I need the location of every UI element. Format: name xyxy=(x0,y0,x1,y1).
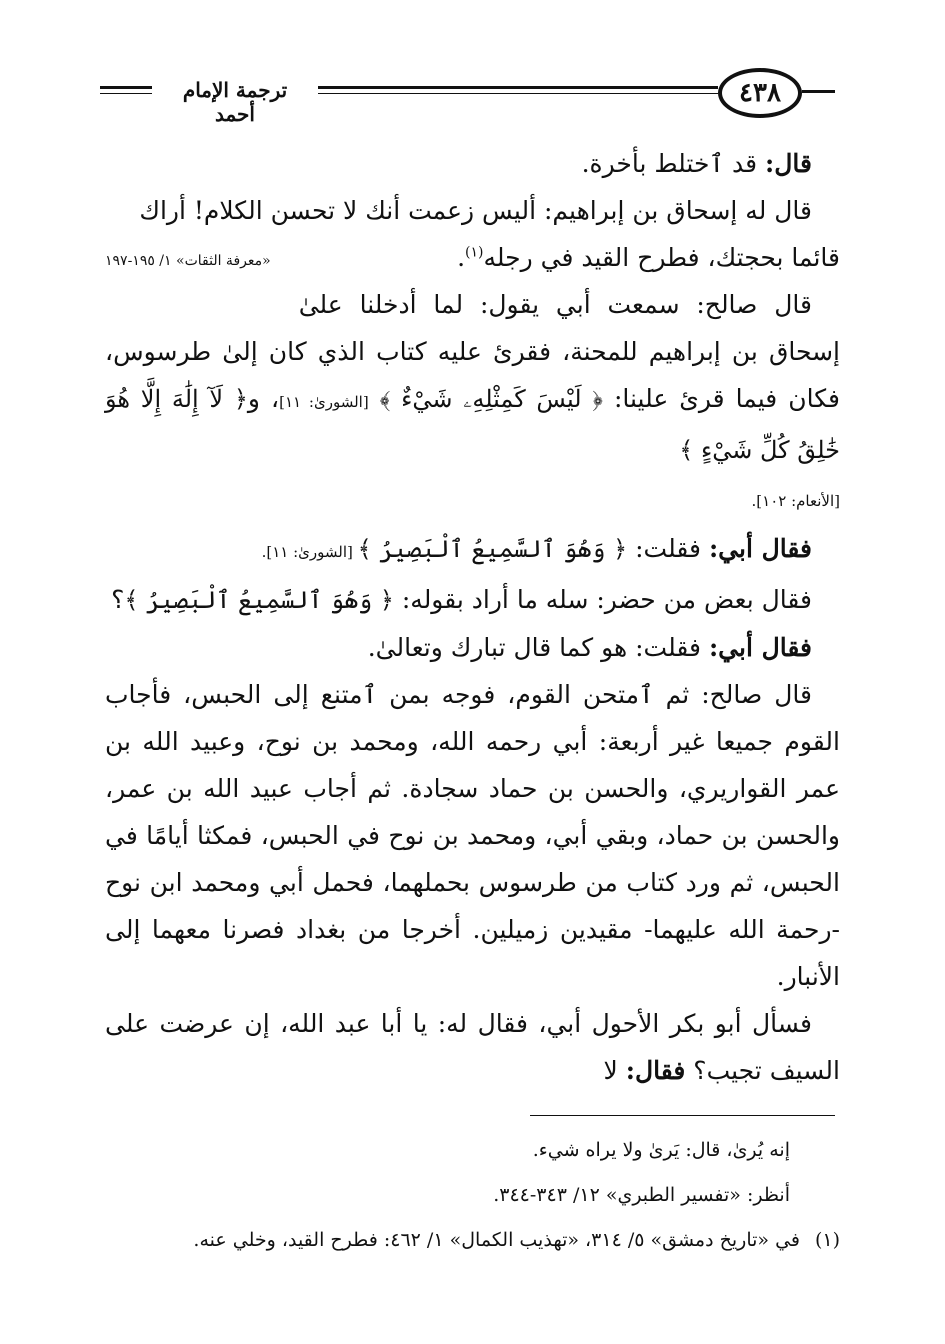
speaker-label: فقال أبي: xyxy=(708,633,812,662)
speaker-label: قال: xyxy=(765,149,812,178)
paragraph-text: فقال بعض من حضر: سله ما أراد بقوله: xyxy=(393,585,812,614)
quran-verse: ﴿ وَهُوَ ٱلسَّمِيعُ ٱلْبَصِيرُ ﴾ xyxy=(357,535,628,563)
speaker-label: فقال: xyxy=(625,1056,686,1085)
speaker-label: فقال أبي: xyxy=(708,534,812,563)
quran-verse: ﴿ وَهُوَ ٱلسَّمِيعُ ٱلْبَصِيرُ ﴾ xyxy=(124,586,394,614)
running-title: ترجمة الإمام أحمد xyxy=(182,78,288,126)
footnote-continuation: أنظر: «تفسير الطبري» ١٢/ ٣٤٣-٣٤٤. xyxy=(493,1184,790,1206)
quran-verse: ﴿ لَيْسَ كَمِثْلِهِۦ شَيْءٌ ﴾ xyxy=(379,385,603,413)
paragraph-6 xyxy=(105,624,840,671)
quran-verse: ﴿ لَآ إِلَٰهَ إِلَّا هُوَ خَٰلِقُ كُلِّ شَيْءٍ ﴾ xyxy=(105,385,840,464)
paragraph-1 xyxy=(105,140,840,187)
paragraph-text: قال له إسحاق بن إبراهيم: أليس زعمت أنك لا تحسن الكلام! أراك xyxy=(139,196,812,225)
paragraph-text: فقلت: هو كما قال تبارك وتعالىٰ. xyxy=(367,633,709,662)
footnote-continuation: إنه يُرىٰ، قال: يَرىٰ ولا يراه شيء. xyxy=(532,1139,790,1161)
paragraph-7: قال صالح: ثم ٱمتحن القوم، فوجه بمن ٱمتنع إلى الحبس، فأجاب القوم جميعا غير أربعة: أبي رحمه الله، ومحمد بن نوح، وعبيد الله بن عمر القواريري، والحسن بن حماد سجادة. ثم أجاب عبيد الله بن عمر، والحسن بن حماد، وبقي أبي، ومحمد بن نوح في الحبس، فمكثا أيامًا في الحبس، ثم ورد كتاب من طرسوس بحملهما، فحمل أبي ومحمد ابن نوح -رحمة الله عليهما- مقيدين زميلين. أخرجا من بغداد فصرنا معهما إلى الأنبار. xyxy=(105,680,840,991)
paragraph-2 xyxy=(105,187,840,281)
paragraph-text: فقلت: xyxy=(627,534,709,563)
source-reference: «معرفة الثقات» ١/ ١٩٥-١٩٧ xyxy=(105,253,271,269)
verse-reference: [الشورىٰ: ١١]. xyxy=(261,543,358,561)
page-header xyxy=(100,66,835,126)
verse-reference: [الشورىٰ: ١١] xyxy=(279,393,369,411)
paragraph-3 xyxy=(105,281,840,525)
page-number: ٤٣٨ xyxy=(718,68,802,118)
footnotes xyxy=(105,1128,840,1263)
header-rule-mid-top xyxy=(318,86,718,89)
header-rule-right xyxy=(802,90,835,93)
paragraph-text: قائما بحجتك، فطرح القيد في رجله xyxy=(483,243,840,272)
paragraph-text: . xyxy=(457,243,466,272)
footnote-separator xyxy=(530,1115,835,1116)
header-rule-mid-bottom xyxy=(318,93,718,94)
paragraph-text: لا xyxy=(603,1056,626,1085)
paragraph-text: ؟ xyxy=(111,585,125,614)
paragraph-text: فسأل أبو بكر الأحول أبي، فقال له: يا أبا عبد الله، إن عرضت على السيف تجيب؟ xyxy=(105,1009,840,1085)
footnote-number: (١) xyxy=(814,1229,840,1251)
header-rule-left-top xyxy=(100,86,152,89)
verse-reference: [الأنعام: ١٠٢]. xyxy=(751,492,840,510)
paragraph-4 xyxy=(105,525,840,576)
paragraph-8 xyxy=(105,1000,840,1094)
footnote-marker: (١) xyxy=(465,244,484,261)
footnote-1 xyxy=(105,1218,840,1263)
paragraph-text: قد ٱختلط بأخرة. xyxy=(581,149,766,178)
footnote-text: في «تاريخ دمشق» ٥/ ٣١٤، «تهذيب الكمال» ١/ ٤٦٢: فطرح القيد، وخلي عنه. xyxy=(193,1229,800,1251)
paragraph-5 xyxy=(105,576,840,624)
paragraph-text: ، و xyxy=(247,384,280,413)
paragraph-text: قال صالح: سمعت أبي يقول: لما أدخلنا علىٰ إسحاق بن إبراهيم للمحنة، فقرئ عليه كتاب الذي كان إلىٰ طرسوس، فكان فيما قرئ علينا: xyxy=(105,290,840,413)
main-text xyxy=(105,140,840,1094)
header-rule-left-bottom xyxy=(100,93,152,94)
